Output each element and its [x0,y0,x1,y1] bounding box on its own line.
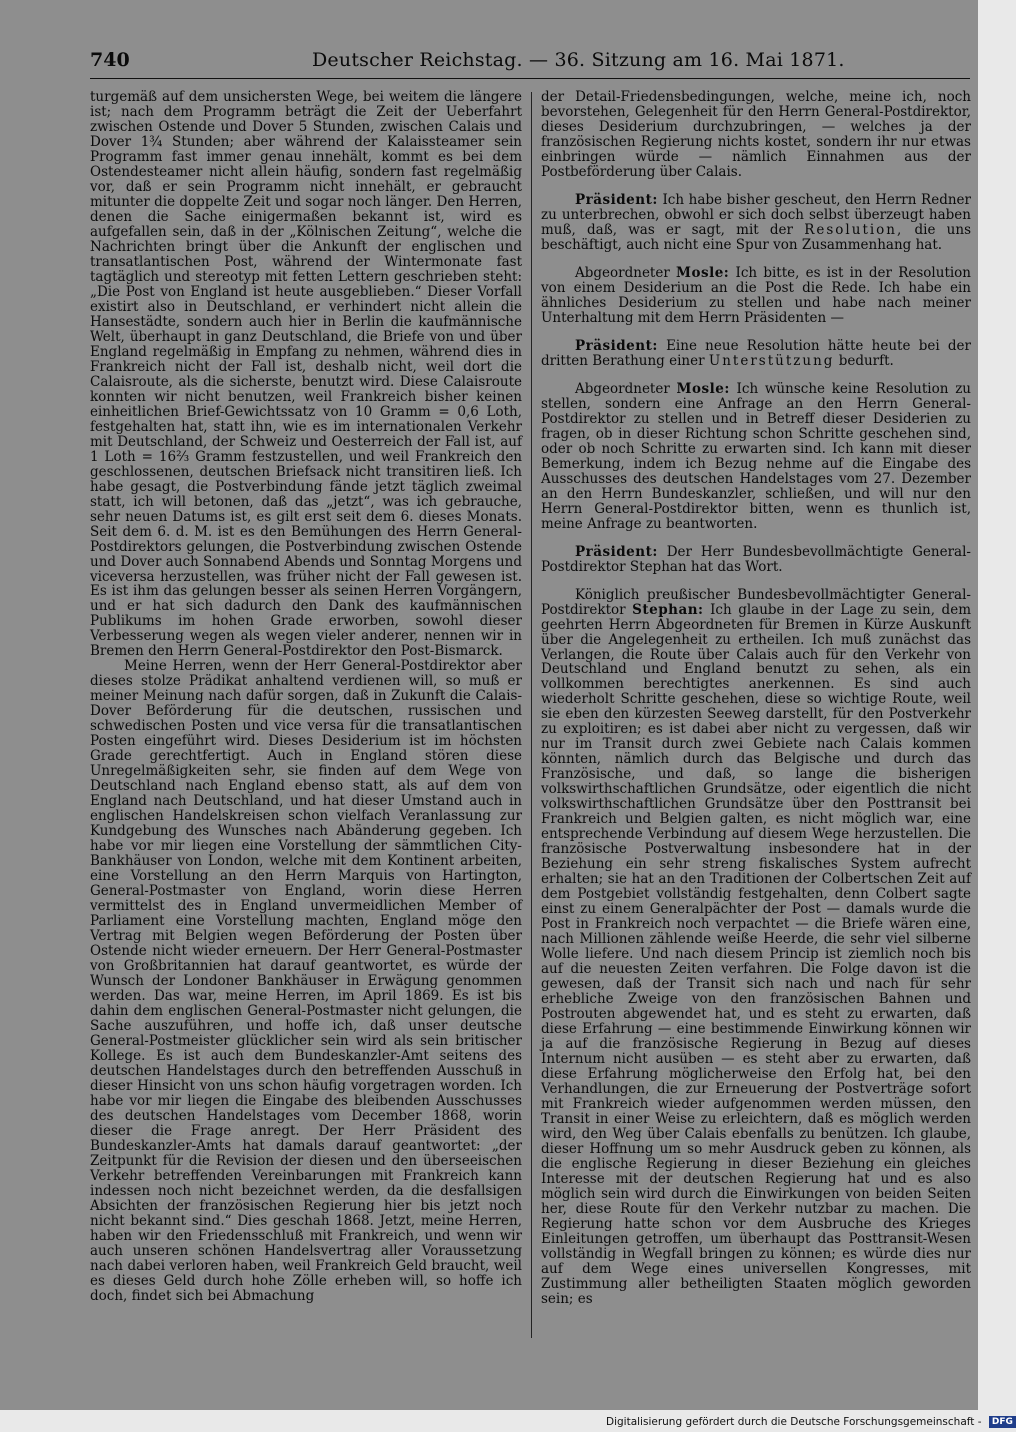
president-remark-3: Präsident: Der Herr Bundesbevollmächtigte General-Postdirektor Stephan hat das Wort. [541,543,971,575]
header-rule [90,78,970,79]
speaker-name: Mosle: [676,264,730,281]
dfg-logo: DFG [989,1416,1016,1428]
page-header [90,44,970,76]
speaker-name: Stephan: [632,601,704,618]
speaker-name: Präsident: [575,543,658,560]
president-remark-1: Präsident: Ich habe bisher gescheut, den Herrn Redner zu unterbrechen, obwohl er sich doch selbst überzeugt haben muß, daß, was er sagt, mit der Resolution, die uns beschäftigt, auch nicht eine Spur von Zusammenhang hat. [541,191,971,253]
right-paragraph-continuation: der Detail-Friedensbedingungen, welche, meine ich, noch bevorstehen, Gelegenheit für den Herrn General-Postdirektor, dieses Desiderium durchzubringen, — welches ja der französischen Regierung nichts kostet, sondern ihr nur etwas einbringen würde — nämlich Einnahmen aus der Postbeförderung über Calais. [541,89,971,180]
mosle-remark-2: Abgeordneter Mosle: Ich wünsche keine Resolution zu stellen, sondern eine Anfrage an den Herrn General-Postdirektor zu stellen und in Betreff dieser Desiderien zu fragen, ob in dieser Richtung schon Schritte geschehen sind, oder ob noch Schritte zu erwarten sind. Ich kann mit dieser Bemerkung, indem ich Bezug nehme auf die Eingabe des Ausschusses des deutschen Handelstages vom 27. Dezember an den Herrn Bundeskanzler, schließen, und will nur den Herrn General-Postdirektor bitten, wenn es thunlich ist, meine Anfrage zu beantworten. [541,380,971,532]
column-divider [531,92,532,1338]
credit-text: Digitalisierung gefördert durch die Deutsche Forschungsgemeinschaft - [606,1416,982,1428]
right-column [541,90,971,1307]
left-paragraph-1: turgemäß auf dem unsichersten Wege, bei weitem die längere ist; nach dem Programm beträgt die Zeit der Ueberfahrt zwischen Ostende und Dover 5 Stunden, zwischen Calais und Dover 1¾ Stunden; aber während der Kalaissteamer sein Programm fast immer genau innehält, kommt es bei dem Ostendesteamer nicht allein häufig, sondern fast regelmäßig vor, daß er sein Programm nicht innehält, er gebraucht mitunter die doppelte Zeit und sogar noch länger. Den Herren, denen die Sache einigermaßen bekannt ist, wird es aufgefallen sein, daß in der „Kölnischen Zeitung“, welche die Nachrichten bringt über die Ankunft der englischen und transatlantischen Post, während der Wintermonate fast tagtäglich und stereotyp mit fetten Lettern geschrieben steht: „Die Post von England ist heute ausgeblieben.“ Dieser Vorfall existirt also in Deutschland, er verhindert nicht allein die Hansestädte, sondern auch hier in Berlin die kaufmännische Welt, überhaupt in ganz Deutschland, die Briefe von und über England regelmäßig in Empfang zu nehmen, während dies in Frankreich nicht der Fall ist, deshalb nicht, weil dort die Calaisroute, als die sicherste, benutzt wird. Diese Calaisroute konnten wir nicht benutzen, weil Frankreich bisher keinen einheitlichen Brief-Gewichtssatz von 10 Gramm = 0,6 Loth, festgehalten hat, statt ihn, wie es im internationalen Verkehr mit Deutschland, der Schweiz und Oesterreich der Fall ist, auf 1 Loth = 16⅔ Gramm festzustellen, und weil Frankreich den geschlossenen, deutschen Briefsack nicht transitiren ließ. Ich habe gesagt, die Postverbindung fände jetzt täglich zweimal statt, ich will betonen, daß das „jetzt“, was ich gebrauche, sehr neuen Datums ist, es gilt erst seit dem 6. dieses Monats. Seit dem 6. d. M. ist es den Bemühungen des Herrn General-Postdirektors gelungen, die Postverbindung zwischen Ostende und Dover auch Sonnabend Abends und Sonntag Morgens und viceversa herzustellen, was früher nicht der Fall gewesen ist. Es ist ihm das gelungen besser als seinen Herren Vorgängern, und er hat sich dadurch den Dank des kaufmännischen Publikums im hohen Grade erworben, sowohl dieser Verbesserung wegen als wegen vieler anderer, nennen wir in Bremen den Herrn General-Postdirektor den Post-Bismarck. [90,89,522,660]
running-head: Deutscher Reichstag. — 36. Sitzung am 16. Mai 1871. [312,49,845,71]
left-column [90,90,522,1304]
stephan-speech: Königlich preußischer Bundesbevollmächtigter General-Postdirektor Stephan: Ich glaube in der Lage zu sein, dem geehrten Herrn Abgeordneten für Bremen in Kürze Auskunft über die Angelegenheit zu ertheilen. Ich muß zunächst das Verlangen, die Route über Calais auch für den Verkehr von Deutschland und England benutzt zu sehen, als ein vollkommen berechtigtes anerkennen. Es sind auch wiederholt Schritte geschehen, diese so wichtige Route, weil sie eben den kürzesten Seeweg darstellt, für den Postverkehr zu exploitiren; es ist dabei aber nicht zu vergessen, daß wir nur im Transit durch zwei Gebiete nach Calais kommen könnten, nämlich durch das Belgische und durch das Französische, und daß, so lange die bisherigen volkswirthschaftlichen Grundsätze, oder eigentlich die nicht volkswirthschaftlichen Grundsätze über den Posttransit bei Frankreich und Belgien galten, es nicht möglich war, eine entsprechende Verbindung auf diesem Wege herzustellen. Die französische Postverwaltung insbesondere hat in der Beziehung ein sehr streng fiskalisches System aufrecht erhalten; sie hat an den Traditionen der Colbertschen Zeit auf dem Postgebiet vollständig festgehalten, denn Colbert sagte einst zu einem Generalpächter der Post — damals wurde die Post in Frankreich noch verpachtet — die Briefe wären eine, nach Millionen zählende weiße Heerde, die sehr viel silberne Wolle liefere. Und nach diesem Princip ist ziemlich noch bis auf die neuesten Zeiten verfahren. Die Folge davon ist die gewesen, daß der Transit sich nach und nach für sehr erhebliche Zweige von den französischen Bahnen und Postrouten abgewendet hat, und es steht zu erwarten, daß diese Erfahrung — eine bestimmende Einwirkung können wir ja auf die französische Regierung in Bezug auf dieses Internum nicht ausüben — es steht aber zu erwarten, daß diese Erfahrung möglicherweise den Erfolg hat, bei den Verhandlungen, die zur Erneuerung der Postverträge sofort mit Frankreich wieder aufgenommen werden müssen, den Transit in einer Weise zu erleichtern, daß es möglich werden wird, den Weg über Calais ebenfalls zu benützen. Ich glaube, dieser Hoffnung um so mehr Ausdruck geben zu können, als die englische Regierung in dieser Beziehung ein gleiches Interesse mit der deutschen Regierung hat und es also möglich sein wird durch die Einwirkungen von beiden Seiten her, diese Route für den Verkehr nutzbar zu machen. Die Regierung hatte schon vor dem Ausbruche des Krieges Einleitungen getroffen, um überhaupt das Posttransit-Wesen vollständig in Wegfall bringen zu können; es würde dies nur auf dem Wege eines universellen Kongresses, mit Zustimmung aller betheiligten Staaten möglich geworden sein; es [541,586,971,1307]
speaker-name: Mosle: [676,380,730,397]
left-paragraph-2: Meine Herren, wenn der Herr General-Postdirektor aber dieses stolze Prädikat anhaltend verdienen will, so muß er meiner Meinung nach dafür sorgen, daß in Zukunft die Calais-Dover Beförderung für die deutschen, russischen und schwedischen Posten und vice versa für die transatlantischen Posten eingeführt wird. Dieses Desiderium ist im höchsten Grade gerechtfertigt. Auch in England stören diese Unregelmäßigkeiten sehr, sie finden auf dem Wege von Deutschland nach England ebenso statt, als auf dem von England nach Deutschland, und hat dieser Umstand auch in englischen Handelskreisen schon vielfach Veranlassung zur Kundgebung des Wunsches nach Abänderung gegeben. Ich habe vor mir liegen eine Vorstellung der sämmtlichen City-Bankhäuser von London, welche mit dem Kontinent arbeiten, eine Vorstellung an den Herrn Marquis von Hartington, General-Postmaster von England, worin diese Herren vermittelst des in England unvermeidlichen Member of Parliament eine Vorstellung machten, England möge den Vertrag mit Belgien wegen Beförderung der Posten über Ostende nicht wieder erneuern. Der Herr General-Postmaster von Großbritannien hat darauf geantwortet, es würde der Wunsch der Londoner Bankhäuser in Erwägung genommen werden. Das war, meine Herren, im April 1869. Es ist bis dahin dem englischen General-Postmaster nicht gelungen, die Sache auszuführen, und hoffe ich, daß unser deutsche General-Postmeister glücklicher sein wird als sein britischer Kollege. Es ist auch dem Bundeskanzler-Amt seitens des deutschen Handelstages durch den betreffenden Ausschuß in dieser Hinsicht von uns schon häufig vorgetragen worden. Ich habe vor mir liegen die Eingabe des bleibenden Ausschusses des deutschen Handelstages vom December 1868, worin dieser die Frage anregt. Der Herr Präsident des Bundeskanzler-Amts hat damals darauf geantwortet: „der Zeitpunkt für die Revision der diesen und den überseeischen Verkehr betreffenden Vereinbarungen mit Frankreich kann indessen noch nicht bezeichnet werden, da die desfallsigen Absichten der französischen Regierung hier bis jetzt noch nicht bekannt sind.“ Dies geschah 1868. Jetzt, meine Herren, haben wir den Friedensschluß mit Frankreich, und wenn wir auch unseren schönen Handelsvertrag aller Voraussetzung nach dabei verloren haben, weil Frankreich Geld braucht, weil es dieses Geld durch hohe Zölle erheben will, so hoffe ich doch, findet sich bei Abmachung [90,658,522,1304]
mosle-remark-1: Abgeordneter Mosle: Ich bitte, es ist in der Resolution von einem Desiderium an die Post die Rede. Ich habe ein ähnliches Desiderium zu stellen und habe nach meiner Unterhaltung mit dem Herrn Präsidenten — [541,264,972,326]
president-remark-2: Präsident: Eine neue Resolution hätte heute bei der dritten Berathung einer Unterstützung bedurft. [541,337,972,369]
page-number: 740 [90,49,130,71]
digitization-credit [606,1414,1013,1430]
speaker-name: Präsident: [575,337,658,354]
speaker-name: Präsident: [575,191,658,208]
